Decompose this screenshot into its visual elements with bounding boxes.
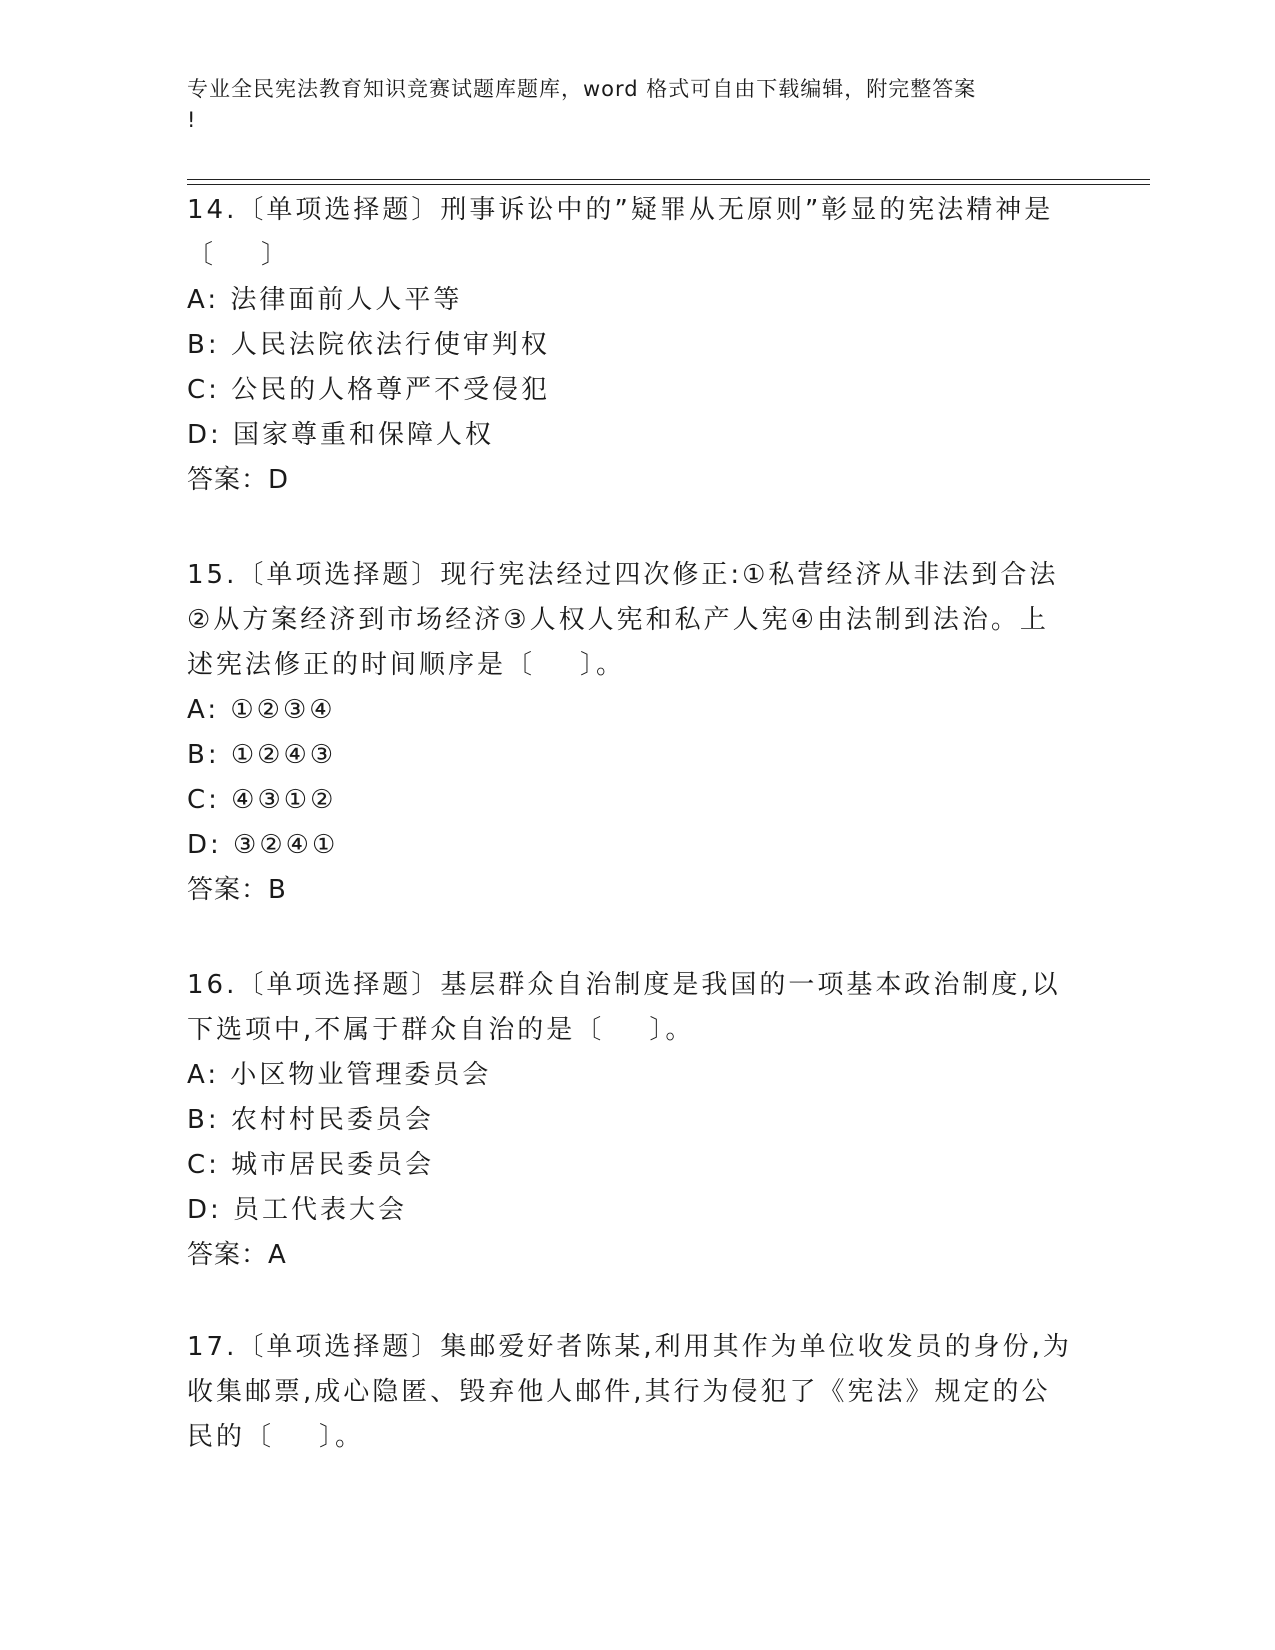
question-stem: 17.〔单项选择题〕集邮爱好者陈某,利用其作为单位收发员的身份,为 收集邮票,成心隐匿、毁弃他人邮件,其行为侵犯了《宪法》规定的公 民的〔 〕。: [187, 1332, 1072, 1452]
option-b: B: ①②④③: [187, 740, 337, 770]
header-divider-line: [187, 184, 1150, 185]
option-d: D: 员工代表大会: [187, 1195, 408, 1225]
question-stem: 16.〔单项选择题〕基层群众自治制度是我国的一项基本政治制度,以 下选项中,不属于群众自治的是〔 〕。: [187, 970, 1061, 1045]
answer-line: 答案：A: [187, 1240, 287, 1270]
question-stem: 15.〔单项选择题〕现行宪法经过四次修正:①私营经济从非法到合法 ②从方案经济到市场经济③人权人宪和私产人宪④由法制到法治。上 述宪法修正的时间顺序是〔 〕。: [187, 560, 1059, 680]
header-divider-line: [187, 179, 1150, 180]
option-c: C: 公民的人格尊严不受侵犯: [187, 375, 551, 405]
option-b: B: 农村村民委员会: [187, 1105, 434, 1135]
option-d: D: ③②④①: [187, 830, 339, 860]
page-header-text: 专业全民宪法教育知识竞赛试题库题库，word 格式可自由下载编辑，附完整答案 !: [187, 77, 977, 132]
option-d: D: 国家尊重和保障人权: [187, 420, 495, 450]
question-stem: 14.〔单项选择题〕刑事诉讼中的”疑罪从无原则”彰显的宪法精神是 〔 〕: [187, 195, 1054, 270]
question-14: [187, 188, 1077, 503]
option-a: A: ①②③④: [187, 695, 336, 725]
question-17: [187, 1325, 1077, 1460]
question-16: [187, 963, 1077, 1278]
option-a: A: 法律面前人人平等: [187, 285, 463, 315]
option-b: B: 人民法院依法行使审判权: [187, 330, 550, 360]
question-15: [187, 553, 1077, 913]
answer-line: 答案：D: [187, 465, 290, 495]
answer-line: 答案：B: [187, 875, 287, 905]
option-a: A: 小区物业管理委员会: [187, 1060, 492, 1090]
option-c: C: ④③①②: [187, 785, 337, 815]
option-c: C: 城市居民委员会: [187, 1150, 435, 1180]
